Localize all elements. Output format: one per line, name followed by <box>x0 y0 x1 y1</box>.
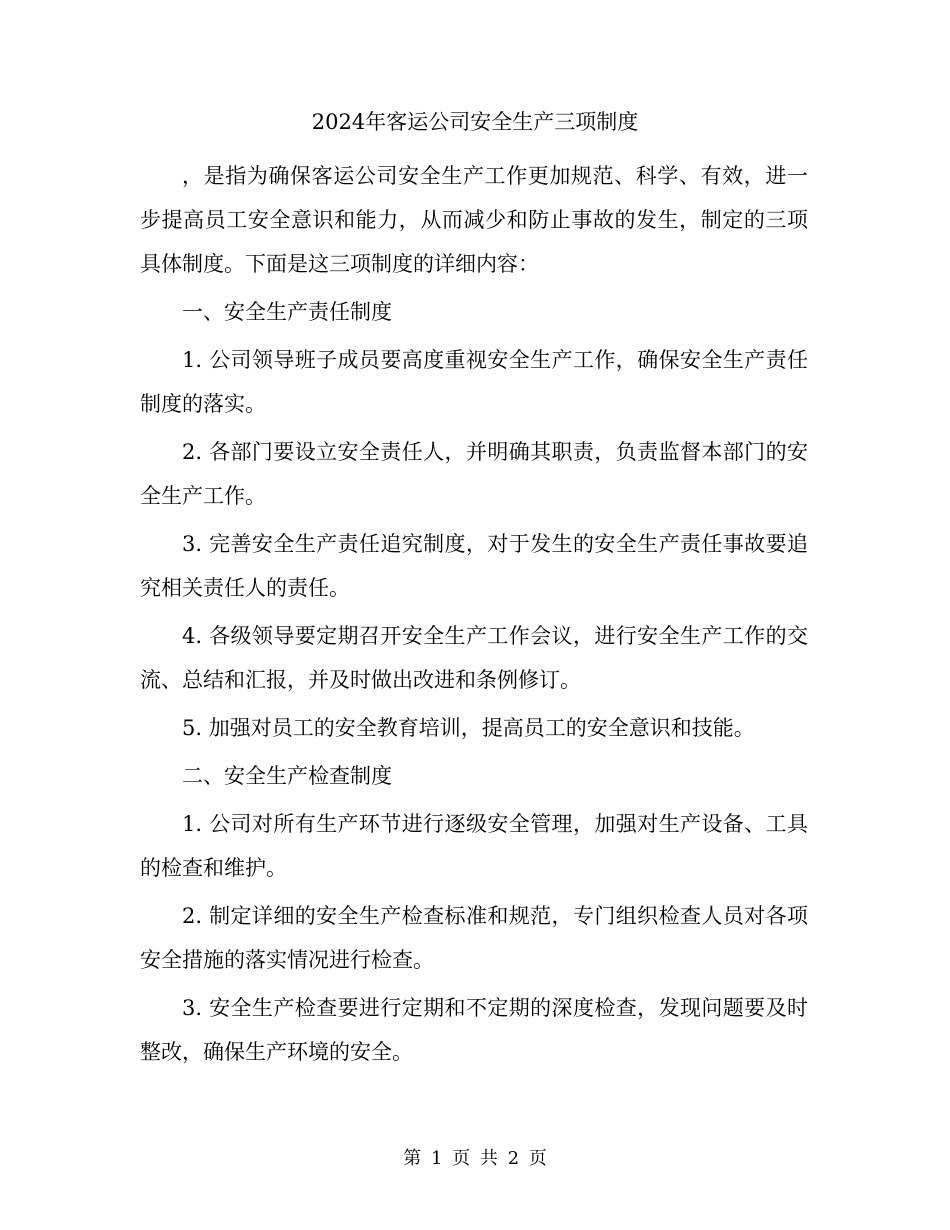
page-number-footer: 第 1 页 共 2 页 <box>403 1148 547 1169</box>
list-item: 3. 安全生产检查要进行定期和不定期的深度检查，发现问题要及时整改，确保生产环境的安全。 <box>140 996 808 1064</box>
list-item: 3. 完善安全生产责任追究制度，对于发生的安全生产责任事故要追究相关责任人的责任。 <box>140 532 808 600</box>
list-item: 2. 制定详细的安全生产检查标准和规范，专门组织检查人员对各项安全措施的落实情况进行检查。 <box>140 904 808 972</box>
section-heading-2: 二、安全生产检查制度 <box>182 764 392 788</box>
document-title: 2024年客运公司安全生产三项制度 <box>311 110 639 134</box>
document-body <box>140 154 808 1078</box>
list-item: 5. 加强对员工的安全教育培训，提高员工的安全意识和技能。 <box>182 716 755 740</box>
list-item: 1. 公司领导班子成员要高度重视安全生产工作，确保安全生产责任制度的落实。 <box>140 348 808 416</box>
intro-paragraph: ，是指为确保客运公司安全生产工作更加规范、科学、有效，进一步提高员工安全意识和能力，从而减少和防止事故的发生，制定的三项具体制度。下面是这三项制度的详细内容： <box>140 164 808 276</box>
section-heading-1: 一、安全生产责任制度 <box>182 300 392 324</box>
list-item: 4. 各级领导要定期召开安全生产工作会议，进行安全生产工作的交流、总结和汇报，并及时做出改进和条例修订。 <box>140 624 808 692</box>
list-item: 2. 各部门要设立安全责任人，并明确其职责，负责监督本部门的安全生产工作。 <box>140 440 808 508</box>
list-item: 1. 公司对所有生产环节进行逐级安全管理，加强对生产设备、工具的检查和维护。 <box>140 812 808 880</box>
